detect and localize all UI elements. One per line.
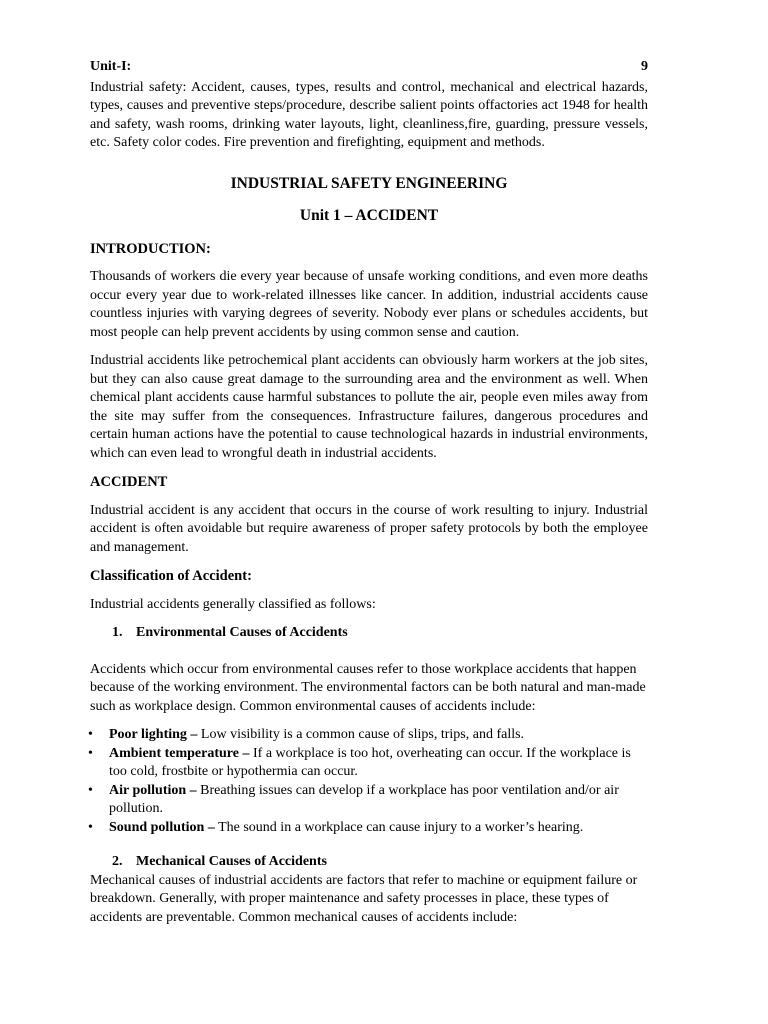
list-item [90,624,648,643]
introduction-paragraph-2: Industrial accidents like petrochemical plant accidents can obviously harm workers at the job sites, but they can also cause great damage to the surrounding area and the environment as well. When chemical plant accidents cause harmful substances to pollute the air, people even miles away from the site may suffer from the consequences. Infrastructure failures, dangerous procedures and certain human actions have the potential to cause technological hazards in industrial environments, which can even lead to wrongful death in industrial accidents. [90,353,648,461]
bullet-term: Ambient temperature – [109,745,250,761]
environmental-paragraph: Accidents which occur from environmental causes refer to those workplace accidents that happen because of the working environment. The environmental factors can be both natural and man-made such as workplace design. Common environmental causes of accidents include: [90,661,646,714]
section-title: Mechanical Causes of Accidents [136,854,327,869]
page-number: 9 [641,59,648,74]
accident-paragraph: Industrial accident is any accident that occurs in the course of work resulting to injury. Industrial accident is often avoidable but require awareness of proper safety protocols by both the employee and management. [90,502,648,555]
environmental-causes-list [90,726,648,837]
syllabus-text: Industrial safety: Accident, causes, types, results and control, mechanical and electrical hazards, types, causes and preventive steps/procedure, describe salient points offactories act 1948 for health and safety, wash rooms, drinking water layouts, light, cleanliness,fire, guarding, pressure vessels, etc. Safety color codes. Fire prevention and firefighting, equipment and methods. [90,79,648,150]
bullet-term: Air pollution – [109,782,197,798]
bullet-term: Poor lighting – [109,727,198,742]
document-title: INDUSTRIAL SAFETY ENGINEERING [230,174,508,192]
introduction-paragraph-1: Thousands of workers die every year because of unsafe working conditions, and even more deaths occur every year due to work-related illnesses like cancer. In addition, industrial accidents cause countless injuries with varying degrees of severity. Nobody ever plans or schedules accidents, but most people can help prevent accidents by using common sense and caution. [90,269,648,340]
introduction-heading: INTRODUCTION: [90,240,211,257]
unit-title: Unit 1 – ACCIDENT [299,207,439,224]
list-item [90,745,648,782]
list-item [90,853,648,872]
document-page [90,58,648,927]
unit-label: Unit-I: [90,59,132,74]
section-title: Environmental Causes of Accidents [136,625,348,640]
list-item [90,726,648,745]
section-number: 2. [112,854,123,869]
mechanical-section-heading [90,853,648,872]
unit-header [90,58,648,77]
section-number: 1. [112,625,123,640]
bullet-term: Sound pollution – [109,819,215,835]
bullet-text: If a workplace is too hot, overheating can occur. If the workplace is too cold, frostbite or hypothermia can occur. [109,745,631,779]
classification-heading: Classification of Accident: [90,568,252,584]
classification-intro: Industrial accidents generally classified as follows: [90,596,376,612]
mechanical-paragraph: Mechanical causes of industrial accidents are factors that refer to machine or equipment failure or breakdown. Generally, with proper maintenance and safety processes in place, these types of accidents are preventable. Common mechanical causes of accidents include: [90,872,638,925]
environmental-section-heading [90,624,648,643]
bullet-text: Breathing issues can develop if a workplace has poor ventilation and/or air pollution. [109,782,619,816]
list-item [90,819,648,838]
accident-heading: ACCIDENT [90,474,168,490]
bullet-text: The sound in a workplace can cause injury to a worker’s hearing. [214,819,584,835]
bullet-text: Low visibility is a common cause of slips, trips, and falls. [197,727,525,742]
list-item [90,782,648,819]
